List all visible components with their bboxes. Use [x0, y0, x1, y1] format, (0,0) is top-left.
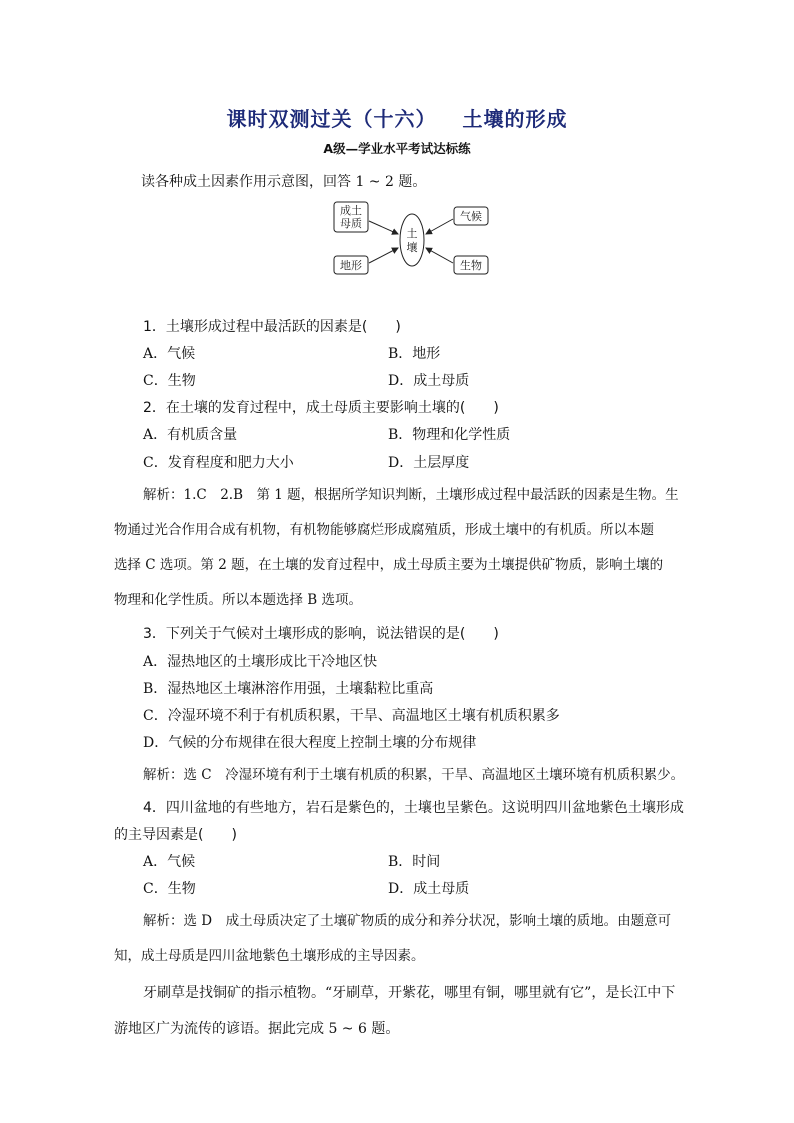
analysis-3: 解析：选 C 冷湿环境有利于土壤有机质的积累，干旱、高温地区土壤环境有机质积累少。 [143, 767, 685, 783]
intro-text-1: 读各种成土因素作用示意图，回答 1 ~ 2 题。 [141, 174, 427, 190]
page-title [0, 103, 794, 132]
question-2-option-b: B．物理和化学性质 [388, 427, 511, 443]
soil-label-2: 壤 [406, 241, 418, 254]
question-4-option-c: C．生物 [143, 881, 196, 897]
question-4-option-d: D．成土母质 [388, 881, 470, 897]
parent-material-label-1: 成土 [340, 204, 362, 217]
question-4-stem-line-2: 的主导因素是( ) [114, 827, 237, 843]
question-1-option-c: C．生物 [143, 373, 196, 389]
question-4-option-b: B．时间 [388, 854, 441, 870]
title-main: 课时双测过关（十六） [226, 107, 437, 131]
terrain-label: 地形 [340, 259, 362, 272]
question-2-option-d: D．土层厚度 [388, 455, 470, 471]
arrow-biology [426, 248, 453, 263]
soil-factors-diagram [330, 196, 500, 282]
level-subtitle: A级—学业水平考试达标练 [323, 141, 471, 156]
arrow-terrain [369, 248, 398, 263]
parent-material-label-2: 母质 [340, 217, 362, 230]
question-3-stem: 3．下列关于气候对土壤形成的影响，说法错误的是( ) [143, 626, 499, 642]
question-1-option-a: A．气候 [143, 346, 196, 362]
question-2-option-c: C．发育程度和肥力大小 [143, 455, 294, 471]
question-1-option-d: D．成土母质 [388, 373, 470, 389]
question-1-stem: 1．土壤形成过程中最活跃的因素是( ) [143, 319, 401, 335]
analysis-1-2-line-1: 解析：1.C 2.B 第 1 题，根据所学知识判断，土壤形成过程中最活跃的因素是生物。生 [143, 487, 679, 503]
arrow-parent-material [369, 221, 398, 234]
biology-label: 生物 [460, 259, 482, 272]
intro-text-5-6-line-2: 游地区广为流传的谚语。据此完成 5 ~ 6 题。 [114, 1021, 400, 1037]
analysis-4-line-2: 知，成土母质是四川盆地紫色土壤形成的主导因素。 [114, 948, 425, 964]
question-3-option-a: A．湿热地区的土壤形成比干冷地区快 [143, 654, 378, 670]
title-topic: 土壤的形成 [462, 107, 568, 131]
question-4-stem-line-1: 4．四川盆地的有些地方，岩石是紫色的，土壤也呈紫色。这说明四川盆地紫色土壤形成 [143, 800, 684, 816]
question-2-option-a: A．有机质含量 [143, 427, 238, 443]
soil-node [400, 214, 424, 266]
question-3-option-d: D．气候的分布规律在很大程度上控制土壤的分布规律 [143, 735, 477, 751]
climate-label: 气候 [460, 210, 482, 223]
arrow-climate [426, 219, 453, 234]
analysis-4-line-1: 解析：选 D 成土母质决定了土壤矿物质的成分和养分状况，影响土壤的质地。由题意可 [143, 913, 672, 929]
question-2-stem: 2．在土壤的发育过程中，成土母质主要影响土壤的( ) [143, 400, 499, 416]
analysis-1-2-line-3: 选择 C 选项。第 2 题，在土壤的发育过程中，成土母质主要为土壤提供矿物质，影响土壤的 [114, 557, 664, 573]
intro-text-5-6-line-1: 牙刷草是找铜矿的指示植物。“牙刷草，开紫花，哪里有铜，哪里就有它”，是长江中下 [143, 985, 676, 1001]
question-4-option-a: A．气候 [143, 854, 196, 870]
question-1-option-b: B．地形 [388, 346, 441, 362]
question-3-option-c: C．冷湿环境不利于有机质积累，干旱、高温地区土壤有机质积累多 [143, 708, 560, 724]
analysis-1-2-line-2: 物通过光合作用合成有机物，有机物能够腐烂形成腐殖质，形成土壤中的有机质。所以本题 [114, 522, 654, 538]
analysis-1-2-line-4: 物理和化学性质。所以本题选择 B 选项。 [114, 592, 363, 608]
question-3-option-b: B．湿热地区土壤淋溶作用强，土壤黏粒比重高 [143, 681, 434, 697]
soil-label-1: 土 [406, 227, 418, 240]
